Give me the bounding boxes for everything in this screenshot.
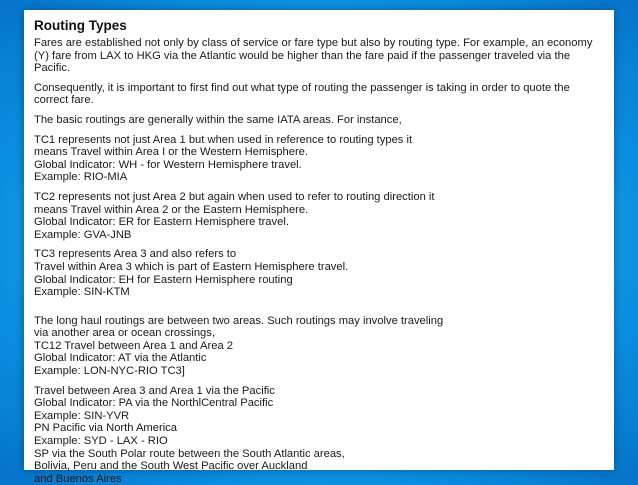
tc3-line: Travel within Area 3 which is part of Eastern Hemisphere travel.: [34, 260, 349, 273]
tc1-global-indicator: Global Indicator: WH - for Western Hemisphere travel.: [34, 158, 302, 171]
page-title: Routing Types: [34, 18, 127, 33]
consequence-paragraph: Consequently, it is important to first find out what type of routing the passenger is taking in order to quote the correct fare.: [34, 81, 570, 107]
pn-line: PN Pacific via North America: [34, 422, 177, 435]
tc2-example: Example: GVA-JNB: [34, 228, 132, 241]
tc3-example: Example: SIN-KTM: [34, 286, 130, 299]
pn-example: Example: SYD - LAX - RIO: [34, 435, 168, 448]
tc1-section: [34, 134, 602, 184]
tc3-section: [34, 248, 602, 298]
tc3-line: TC3 represents Area 3 and also refers to: [34, 248, 237, 261]
pacific-global-indicator: Global Indicator: PA via the NorthlCentral Pacific: [34, 397, 274, 410]
sp-line: Bolivia, Peru and the South West Pacific over Auckland: [34, 460, 308, 473]
long-haul-line: The long haul routings are between two areas. Such routings may involve traveling: [34, 314, 444, 327]
tc1-line: TC1 represents not just Area 1 but when used in reference to routing types it: [34, 133, 413, 146]
tc2-section: [34, 191, 602, 241]
long-haul-line: via another area or ocean crossings,: [34, 327, 215, 340]
pacific-example: Example: SIN-YVR: [34, 409, 130, 422]
pacific-section: [34, 385, 602, 485]
pacific-line: Travel between Area 3 and Area 1 via the Pacific: [34, 384, 275, 397]
tc2-line: means Travel within Area 2 or the Eastern Hemisphere.: [34, 203, 309, 216]
intro-paragraph: Fares are established not only by class of service or fare type but also by routing type. For example, an economy (Y) fare from LAX to HKG via the Atlantic would be higher than the fare paid if the passenger traveled via the Pacific.: [34, 37, 593, 75]
sp-line: SP via the South Polar route between the South Atlantic areas,: [34, 447, 345, 460]
slide-page: [24, 10, 614, 485]
tc1-example: Example: RIO-MIA: [34, 171, 128, 184]
tc2-line: TC2 represents not just Area 2 but again when used to refer to routing direction it: [34, 190, 435, 203]
tc12-example: Example: LON-NYC-RIO TC3]: [34, 365, 185, 378]
basic-routings-paragraph: The basic routings are generally within the same IATA areas. For instance,: [34, 113, 402, 126]
tc12-line: TC12 Travel between Area 1 and Area 2: [34, 339, 234, 352]
sp-line: and Buenos Aires: [34, 472, 122, 485]
long-haul-section: [34, 315, 602, 378]
tc12-global-indicator: Global Indicator: AT via the Atlantic: [34, 352, 207, 365]
tc3-global-indicator: Global Indicator: EH for Eastern Hemisphere routing: [34, 273, 293, 286]
tc1-line: means Travel within Area I or the Western Hemisphere.: [34, 146, 309, 159]
tc2-global-indicator: Global Indicator: ER for Eastern Hemisphere travel.: [34, 216, 289, 229]
